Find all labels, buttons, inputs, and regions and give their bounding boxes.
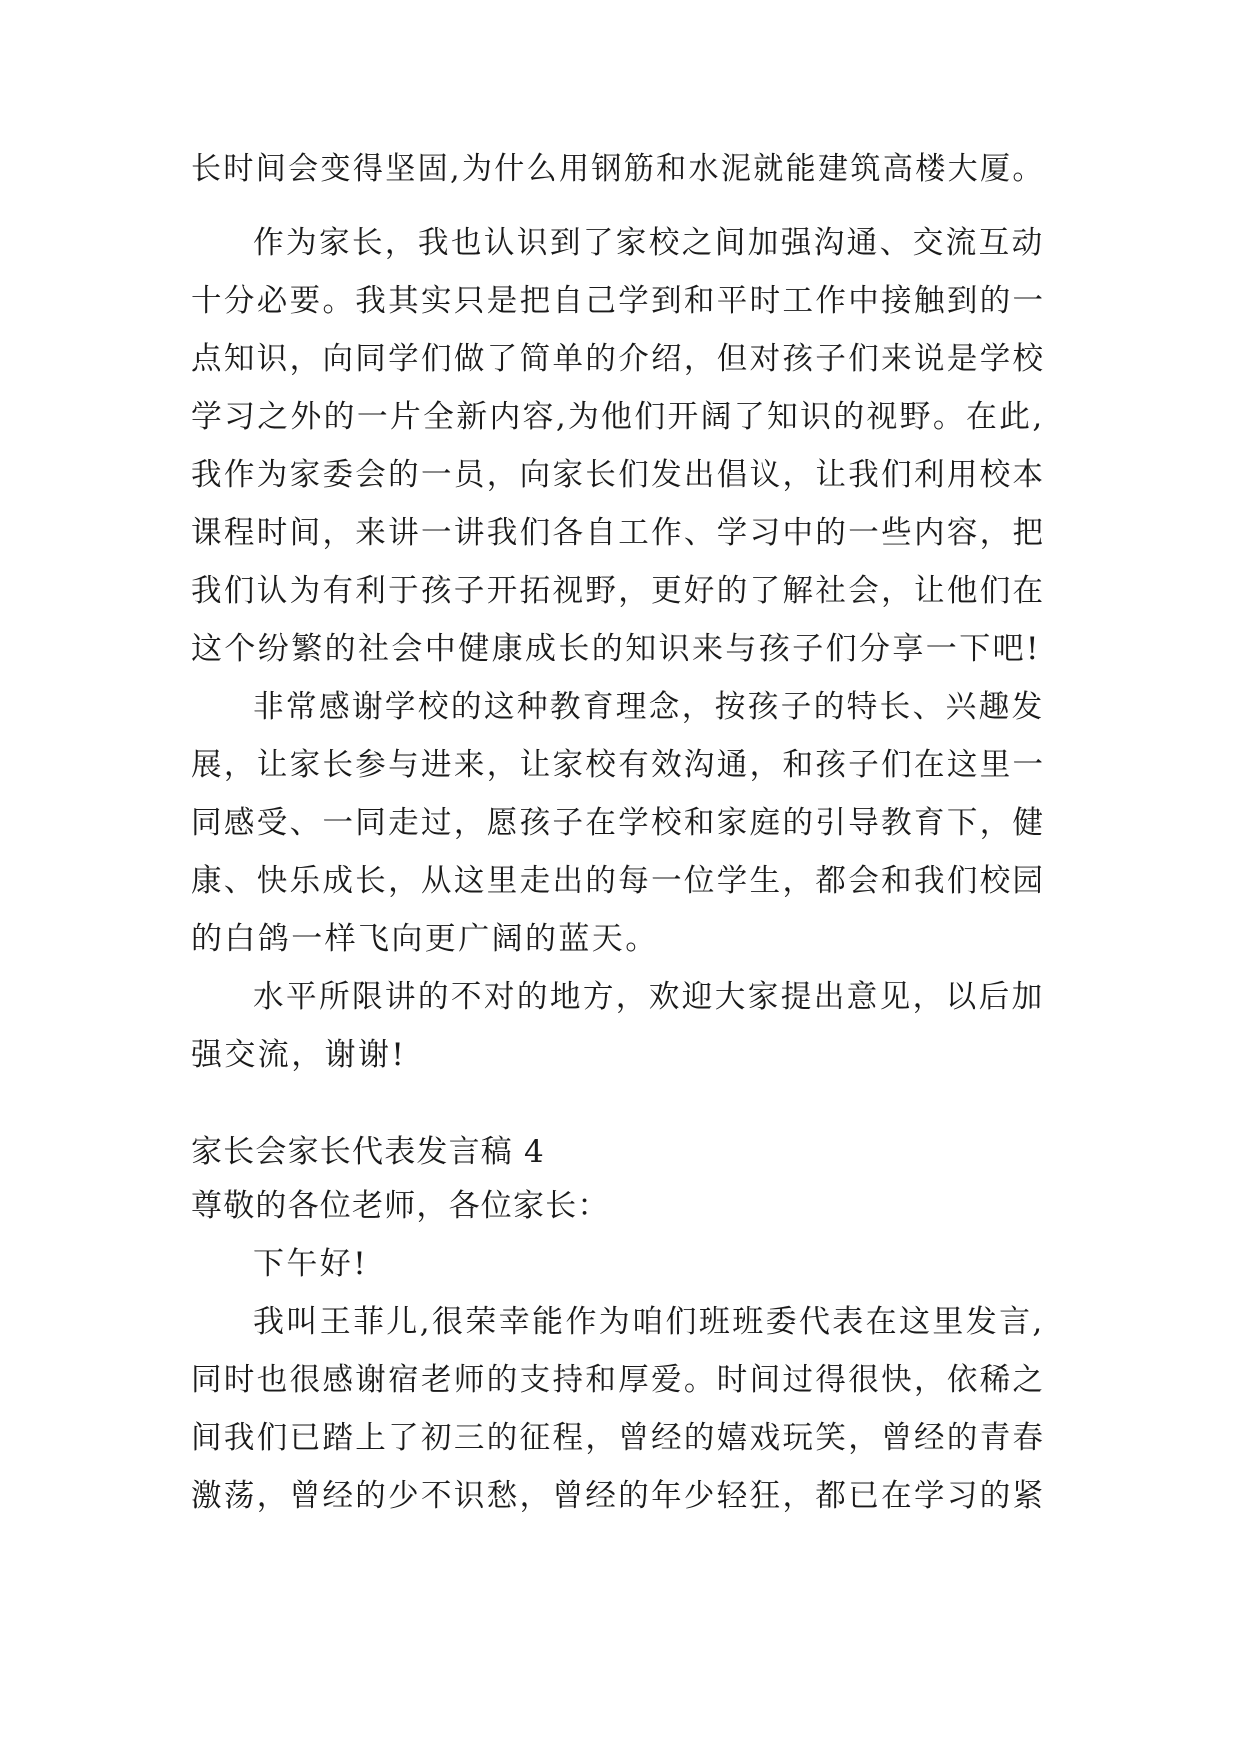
- paragraph-line: 长时间会变得坚固,为什么用钢筋和水泥就能建筑高楼大厦。: [191, 151, 1045, 187]
- paragraph-line: 的白鸽一样飞向更广阔的蓝天。: [191, 921, 659, 957]
- paragraph-line: 激荡，曾经的少不识愁，曾经的年少轻狂，都已在学习的紧: [191, 1478, 1046, 1514]
- paragraph-line: 康、快乐成长，从这里走出的每一位学生，都会和我们校园: [191, 863, 1046, 899]
- paragraph-line: 这个纷繁的社会中健康成长的知识来与孩子们分享一下吧!: [191, 631, 1041, 667]
- paragraph-line: 我们认为有利于孩子开拓视野，更好的了解社会，让他们在: [191, 573, 1046, 609]
- paragraph-line: 同时也很感谢宿老师的支持和厚爱。时间过得很快，依稀之: [191, 1362, 1046, 1398]
- paragraph-line: 学习之外的一片全新内容,为他们开阔了知识的视野。在此,: [191, 399, 1045, 435]
- paragraph-line: 点知识，向同学们做了简单的介绍，但对孩子们来说是学校: [191, 341, 1046, 377]
- paragraph-line: 课程时间，来讲一讲我们各自工作、学习中的一些内容，把: [191, 515, 1046, 551]
- paragraph-line: 水平所限讲的不对的地方，欢迎大家提出意见，以后加: [253, 979, 1045, 1015]
- greeting: 下午好!: [253, 1246, 369, 1282]
- paragraph-line: 我叫王菲儿,很荣幸能作为咱们班班委代表在这里发言,: [253, 1304, 1045, 1340]
- section-title: 家长会家长代表发言稿 4: [191, 1134, 545, 1170]
- paragraph-line: 同感受、一同走过，愿孩子在学校和家庭的引导教育下，健: [191, 805, 1046, 841]
- paragraph-line: 强交流，谢谢!: [191, 1037, 407, 1073]
- paragraph-line: 作为家长，我也认识到了家校之间加强沟通、交流互动: [253, 225, 1045, 261]
- salutation: 尊敬的各位老师，各位家长：: [191, 1188, 610, 1224]
- paragraph-line: 展，让家长参与进来，让家校有效沟通，和孩子们在这里一: [191, 747, 1046, 783]
- paragraph-line: 非常感谢学校的这种教育理念，按孩子的特长、兴趣发: [253, 689, 1045, 725]
- paragraph-line: 间我们已踏上了初三的征程，曾经的嬉戏玩笑，曾经的青春: [191, 1420, 1046, 1456]
- paragraph-line: 我作为家委会的一员，向家长们发出倡议，让我们利用校本: [191, 457, 1046, 493]
- paragraph-line: 十分必要。我其实只是把自己学到和平时工作中接触到的一: [191, 283, 1046, 319]
